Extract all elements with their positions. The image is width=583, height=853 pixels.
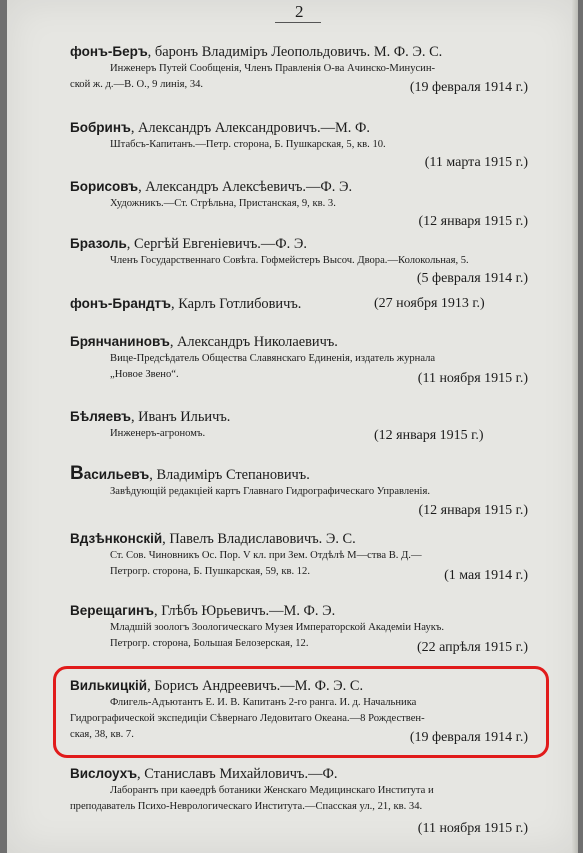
entry-name: Брянчаниновъ bbox=[70, 334, 170, 349]
list-item bbox=[70, 295, 550, 313]
entry-name: Бѣляевъ bbox=[70, 409, 131, 424]
entry-name: Бразоль bbox=[70, 236, 127, 251]
entry-name: Вилькицкій bbox=[70, 678, 148, 693]
entry-title: , Глѣбъ Юрьевичъ.—М. Ф. Э. bbox=[154, 603, 336, 619]
entry-title: , Павелъ Владиславовичъ. Э. С. bbox=[162, 531, 356, 547]
entry-date: (12 января 1915 г.) bbox=[418, 503, 528, 518]
entry-name: Бобринъ bbox=[70, 120, 131, 135]
entry-date: (27 ноября 1913 г.) bbox=[374, 296, 485, 311]
entry-description: Ст. Сов. Чиновникъ Ос. Пор. V кл. при Зем. Отдѣлѣ М—ства В. Д.— bbox=[110, 550, 422, 561]
entry-description: Гидрографической экспедиціи Сѣвернаго Ледовитаго Океана.—8 Рождествен- bbox=[70, 713, 425, 724]
entry-date: (5 февраля 1914 г.) bbox=[416, 271, 528, 286]
entry-description: Лаборантъ при каѳедрѣ ботаники Женскаго Медицинскаго Института и bbox=[110, 785, 434, 796]
entry-name: Вислоухъ bbox=[70, 766, 138, 781]
entry-description: Флигель-Адъютантъ Е. И. В. Капитанъ 2-го ранга. И. д. Начальника bbox=[110, 697, 417, 708]
entry-name: фонъ-Брандтъ bbox=[70, 296, 172, 311]
entry-description: ская, 38, кв. 7. bbox=[70, 729, 134, 740]
entry-title: , Карлъ Готлибовичъ. bbox=[171, 296, 302, 312]
highlight-box bbox=[53, 666, 549, 758]
list-item bbox=[70, 43, 550, 93]
entry-date: (19 февраля 1914 г.) bbox=[409, 80, 528, 95]
list-item bbox=[70, 178, 550, 229]
entry-title: , Владиміръ Степановичъ. bbox=[149, 467, 310, 483]
entry-name: Верещагинъ bbox=[70, 603, 154, 618]
entry-date: (22 апрѣля 1915 г.) bbox=[416, 640, 528, 655]
page-number: 2 bbox=[295, 2, 305, 21]
entry-description: Художникъ.—Ст. Стрѣльна, Пристанская, 9, кв. 3. bbox=[110, 198, 336, 209]
list-item bbox=[70, 765, 550, 836]
entry-description: Членъ Государственнаго Совѣта. Гофмейстеръ Высоч. Двора.—Колокольная, 5. bbox=[110, 255, 469, 266]
list-item bbox=[70, 408, 550, 442]
entry-description: Завѣдующій редакціей картъ Главнаго Гидрографическаго Управленія. bbox=[110, 486, 431, 497]
list-item bbox=[70, 530, 550, 583]
entry-title: , Александръ Александровичъ.—М. Ф. bbox=[130, 120, 370, 136]
entry-title: , Александръ Алексѣевичъ.—Ф. Э. bbox=[138, 179, 353, 195]
entry-name: Борисовъ bbox=[70, 179, 139, 194]
entry-title: , Станиславъ Михайловичъ.—Ф. bbox=[137, 766, 338, 782]
page-number-rule bbox=[275, 22, 321, 23]
entry-date: (11 марта 1915 г.) bbox=[424, 155, 528, 170]
entry-description: Штабсъ-Капитанъ.—Петр. сторона, Б. Пушкарская, 5, кв. 10. bbox=[110, 139, 386, 150]
list-item bbox=[70, 602, 550, 655]
entry-date: (11 ноября 1915 г.) bbox=[417, 371, 528, 386]
entry-name: Вдзѣнконскій bbox=[70, 531, 163, 546]
entry-description: Петрогр. сторона, Б. Пушкарская, 59, кв. 12. bbox=[110, 566, 311, 577]
entry-title: , Александръ Николаевичъ. bbox=[169, 334, 338, 350]
entry-title: , баронъ Владиміръ Леопольдовичъ. М. Ф. Э. С. bbox=[147, 44, 443, 60]
entry-name: асильевъ bbox=[83, 467, 150, 482]
entry-date: (1 мая 1914 г.) bbox=[444, 568, 528, 583]
entry-title: , Борисъ Андреевичъ.—М. Ф. Э. С. bbox=[147, 678, 364, 694]
entry-name: фонъ-Беръ bbox=[70, 44, 148, 59]
entry-title: , Сергѣй Евгеніевичъ.—Ф. Э. bbox=[126, 236, 307, 252]
scan-edge bbox=[572, 0, 578, 853]
entry-name-initial: В bbox=[70, 463, 84, 484]
entry-description: „Новое Звено“. bbox=[110, 369, 179, 380]
document-page bbox=[7, 0, 578, 853]
entry-description: преподаватель Психо-Неврологическаго Института.—Спасская ул., 21, кв. 34. bbox=[70, 801, 423, 812]
list-item bbox=[70, 333, 550, 386]
entry-description: Инженеръ Путей Сообщенія, Членъ Правленія О-ва Ачинско-Минусин- bbox=[110, 63, 436, 74]
entry-description: Петрогр. сторона, Большая Белозерская, 12. bbox=[110, 638, 309, 649]
entry-description: Младшій зоологъ Зоологическаго Музея Императорской Академіи Наукъ. bbox=[110, 622, 445, 633]
entry-date: (12 января 1915 г.) bbox=[374, 428, 484, 443]
list-item bbox=[70, 463, 550, 518]
list-item bbox=[70, 119, 550, 170]
entry-description: ской ж. д.—В. О., 9 линія, 34. bbox=[70, 79, 204, 90]
entry-description: Вице-Предсѣдатель Общества Славянскаго Единенія, издатель журнала bbox=[110, 353, 436, 364]
entry-title: , Иванъ Ильичъ. bbox=[130, 409, 231, 425]
list-item bbox=[70, 235, 550, 286]
entry-date: (12 января 1915 г.) bbox=[418, 214, 528, 229]
entry-date: (11 ноября 1915 г.) bbox=[417, 821, 528, 836]
entry-date: (19 февраля 1914 г.) bbox=[409, 730, 528, 745]
entry-description: Инженеръ-агрономъ. bbox=[110, 428, 206, 439]
